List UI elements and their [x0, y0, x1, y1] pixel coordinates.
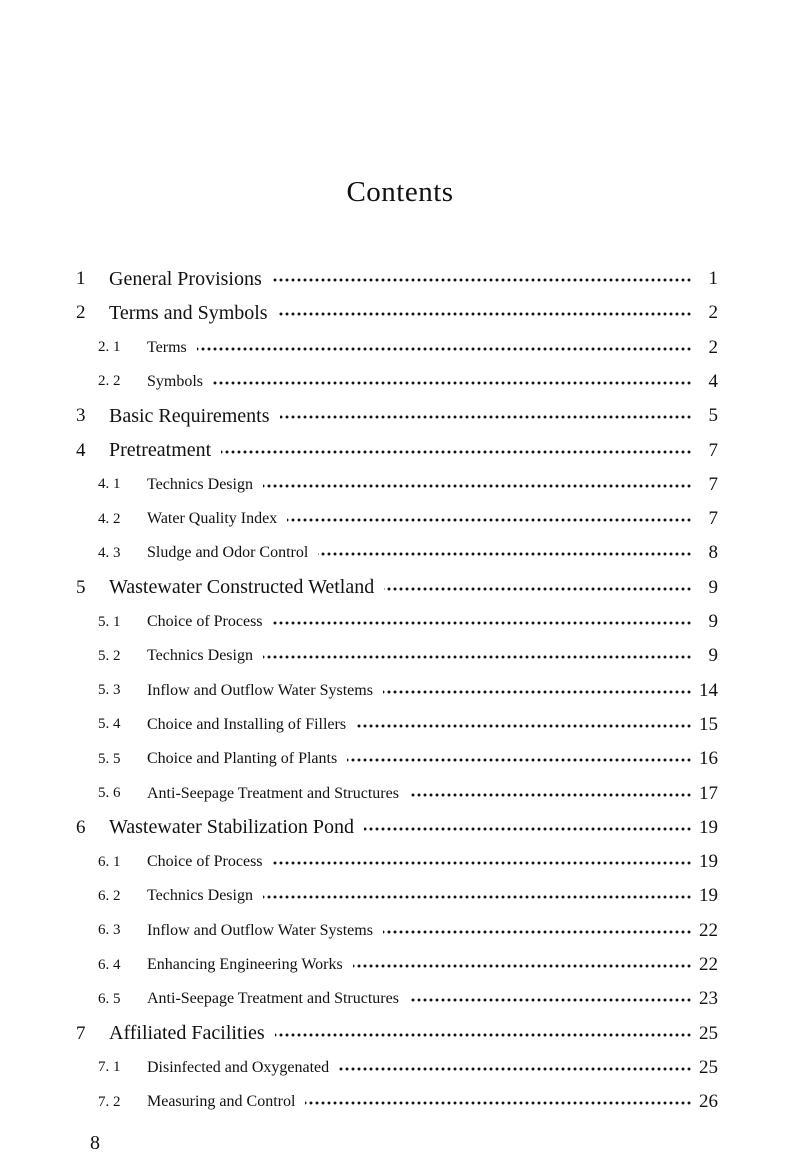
dot-leader — [278, 312, 692, 316]
toc-entry-page: 8 — [708, 542, 718, 564]
toc-entry[interactable] — [0, 605, 800, 639]
toc-entry-number: 6. 5 — [98, 990, 121, 1007]
dot-leader — [197, 347, 692, 351]
toc-entry-label: Wastewater Constructed Wetland — [109, 576, 375, 599]
toc-entry-page: 1 — [708, 268, 718, 289]
toc-entry-number: 1 — [76, 268, 86, 289]
toc-entry-number: 4 — [76, 439, 86, 461]
toc-entry-page: 9 — [708, 645, 718, 667]
toc-entry-page: 25 — [699, 1022, 718, 1044]
toc-entry-page: 7 — [708, 508, 718, 530]
toc-entry-label: Choice of Process — [147, 613, 263, 630]
toc-entry[interactable] — [0, 742, 800, 776]
toc-entry-label: Enhancing Engineering Works — [147, 956, 343, 973]
toc-entry[interactable] — [0, 296, 800, 330]
dot-leader — [364, 827, 692, 831]
toc-entry-number: 5. 5 — [98, 750, 121, 767]
toc-entry-page: 14 — [699, 679, 718, 701]
toc-entry-label: Choice of Process — [147, 853, 263, 871]
toc-entry-page: 5 — [708, 405, 718, 427]
toc-entry[interactable] — [0, 982, 800, 1016]
toc-entry-number: 6. 4 — [98, 956, 121, 973]
toc-entry-number: 2. 1 — [98, 339, 121, 356]
toc-entry-label: Technics Design — [147, 887, 253, 905]
toc-entry-label: Inflow and Outflow Water Systems — [147, 921, 373, 939]
toc-entry-page: 19 — [699, 885, 718, 907]
toc-entry-number: 4. 1 — [98, 476, 121, 493]
toc-entry-number: 6 — [76, 816, 86, 838]
toc-entry-label: Basic Requirements — [109, 404, 270, 427]
dot-leader — [318, 552, 692, 556]
dot-leader — [273, 621, 692, 625]
dot-leader — [263, 484, 692, 488]
toc-entry[interactable] — [0, 399, 800, 433]
dot-leader — [263, 895, 692, 899]
toc-entry-label: Sludge and Odor Control — [147, 544, 309, 562]
toc-entry[interactable] — [0, 777, 800, 811]
dot-leader — [213, 381, 692, 385]
toc-entry-label: Terms — [147, 338, 187, 356]
toc-entry[interactable] — [0, 914, 800, 948]
toc-entry-number: 7. 1 — [98, 1059, 121, 1076]
toc-entry-number: 5. 6 — [98, 785, 121, 801]
toc-entry-number: 6. 2 — [98, 887, 121, 904]
toc-entry[interactable] — [0, 502, 800, 536]
toc-entry-page: 4 — [708, 370, 718, 392]
toc-entry-label: Disinfected and Oxygenated — [147, 1058, 330, 1076]
dot-leader — [287, 518, 692, 522]
dot-leader — [339, 1067, 692, 1071]
dot-leader — [347, 758, 692, 762]
toc-entry-page: 9 — [708, 576, 718, 598]
toc-entry-page: 22 — [699, 919, 718, 941]
dot-leader — [409, 793, 692, 797]
toc-entry-number: 2. 2 — [98, 373, 121, 390]
toc-entry-number: 5. 4 — [98, 716, 121, 733]
dot-leader — [263, 655, 692, 659]
toc-entry-page: 2 — [708, 336, 718, 358]
toc-entry-page: 16 — [699, 748, 718, 770]
toc-entry-number: 4. 2 — [98, 510, 121, 527]
toc-entry-label: Anti-Seepage Treatment and Structures — [147, 784, 399, 802]
dot-leader — [353, 964, 692, 968]
dot-leader — [305, 1101, 692, 1105]
dot-leader — [280, 415, 692, 419]
toc-entry-label: Affiliated Facilities — [109, 1022, 265, 1045]
toc-entry-label: Pretreatment — [109, 439, 212, 461]
dot-leader — [384, 587, 692, 591]
toc-entry-number: 6. 1 — [98, 853, 121, 870]
toc-entry[interactable] — [0, 331, 800, 365]
toc-entry-label: Measuring and Control — [147, 1093, 296, 1111]
toc-entry-label: Water Quality Index — [147, 510, 278, 528]
toc-entry[interactable] — [0, 811, 800, 845]
dot-leader — [383, 690, 692, 694]
toc-entry[interactable] — [0, 639, 800, 673]
contents-title: Contents — [346, 176, 454, 208]
toc-entry-number: 5. 1 — [98, 613, 121, 630]
toc-entry-label: Technics Design — [147, 475, 253, 493]
toc-entry-number: 5 — [76, 576, 86, 598]
toc-entry[interactable] — [0, 1051, 800, 1085]
toc-entry-page: 22 — [699, 954, 718, 975]
toc-entry-number: 4. 3 — [98, 544, 121, 561]
toc-entry-page: 9 — [708, 611, 718, 632]
toc-entry[interactable] — [0, 879, 800, 913]
toc-entry[interactable] — [0, 536, 800, 570]
dot-leader — [409, 998, 692, 1002]
toc-entry[interactable] — [0, 948, 800, 982]
toc-entry[interactable] — [0, 674, 800, 708]
dot-leader — [273, 861, 692, 865]
toc-entry[interactable] — [0, 845, 800, 879]
toc-entry-label: Wastewater Stabilization Pond — [109, 816, 354, 839]
toc-entry-number: 7 — [76, 1022, 86, 1044]
dot-leader — [272, 278, 692, 282]
toc-entry-page: 23 — [699, 988, 718, 1010]
toc-entry-label: Terms and Symbols — [109, 301, 268, 324]
toc-entry-number: 7. 2 — [98, 1093, 121, 1110]
toc-entry-label: Technics Design — [147, 647, 253, 665]
dot-leader — [275, 1033, 692, 1037]
toc-entry-number: 6. 3 — [98, 922, 121, 939]
toc-entry[interactable] — [0, 434, 800, 468]
toc-entry-label: Anti-Seepage Treatment and Structures — [147, 990, 399, 1008]
toc-entry-page: 19 — [699, 851, 718, 873]
toc-entry[interactable] — [0, 571, 800, 605]
toc-entry-page: 19 — [699, 816, 718, 838]
toc-entry-number: 5. 2 — [98, 647, 121, 664]
page-number: 8 — [90, 1132, 100, 1154]
toc-entry[interactable] — [0, 262, 800, 296]
toc-entry-page: 7 — [708, 439, 718, 461]
dot-leader — [356, 724, 692, 728]
dot-leader — [221, 450, 692, 454]
toc-entry-label: General Provisions — [109, 267, 262, 290]
toc-entry-label: Choice and Planting of Plants — [147, 750, 338, 768]
toc-entry-page: 26 — [699, 1091, 718, 1113]
toc-entry-page: 17 — [699, 782, 718, 804]
toc-entry[interactable] — [0, 1017, 800, 1051]
toc-entry-number: 2 — [76, 302, 86, 324]
toc-entry[interactable] — [0, 708, 800, 742]
toc-entry-number: 3 — [76, 405, 86, 427]
toc-entry-label: Choice and Installing of Fillers — [147, 715, 347, 733]
toc-entry-label: Inflow and Outflow Water Systems — [147, 681, 373, 699]
toc-entry-page: 25 — [699, 1056, 718, 1078]
toc-entry-number: 5. 3 — [98, 682, 121, 699]
toc-entry[interactable] — [0, 1085, 800, 1119]
toc-entry[interactable] — [0, 365, 800, 399]
toc-entry-page: 15 — [699, 713, 718, 735]
toc-entry-page: 7 — [708, 473, 718, 495]
toc-entry[interactable] — [0, 468, 800, 502]
dot-leader — [383, 930, 692, 934]
toc-entry-page: 2 — [708, 302, 718, 324]
toc-entry-label: Symbols — [147, 372, 204, 390]
